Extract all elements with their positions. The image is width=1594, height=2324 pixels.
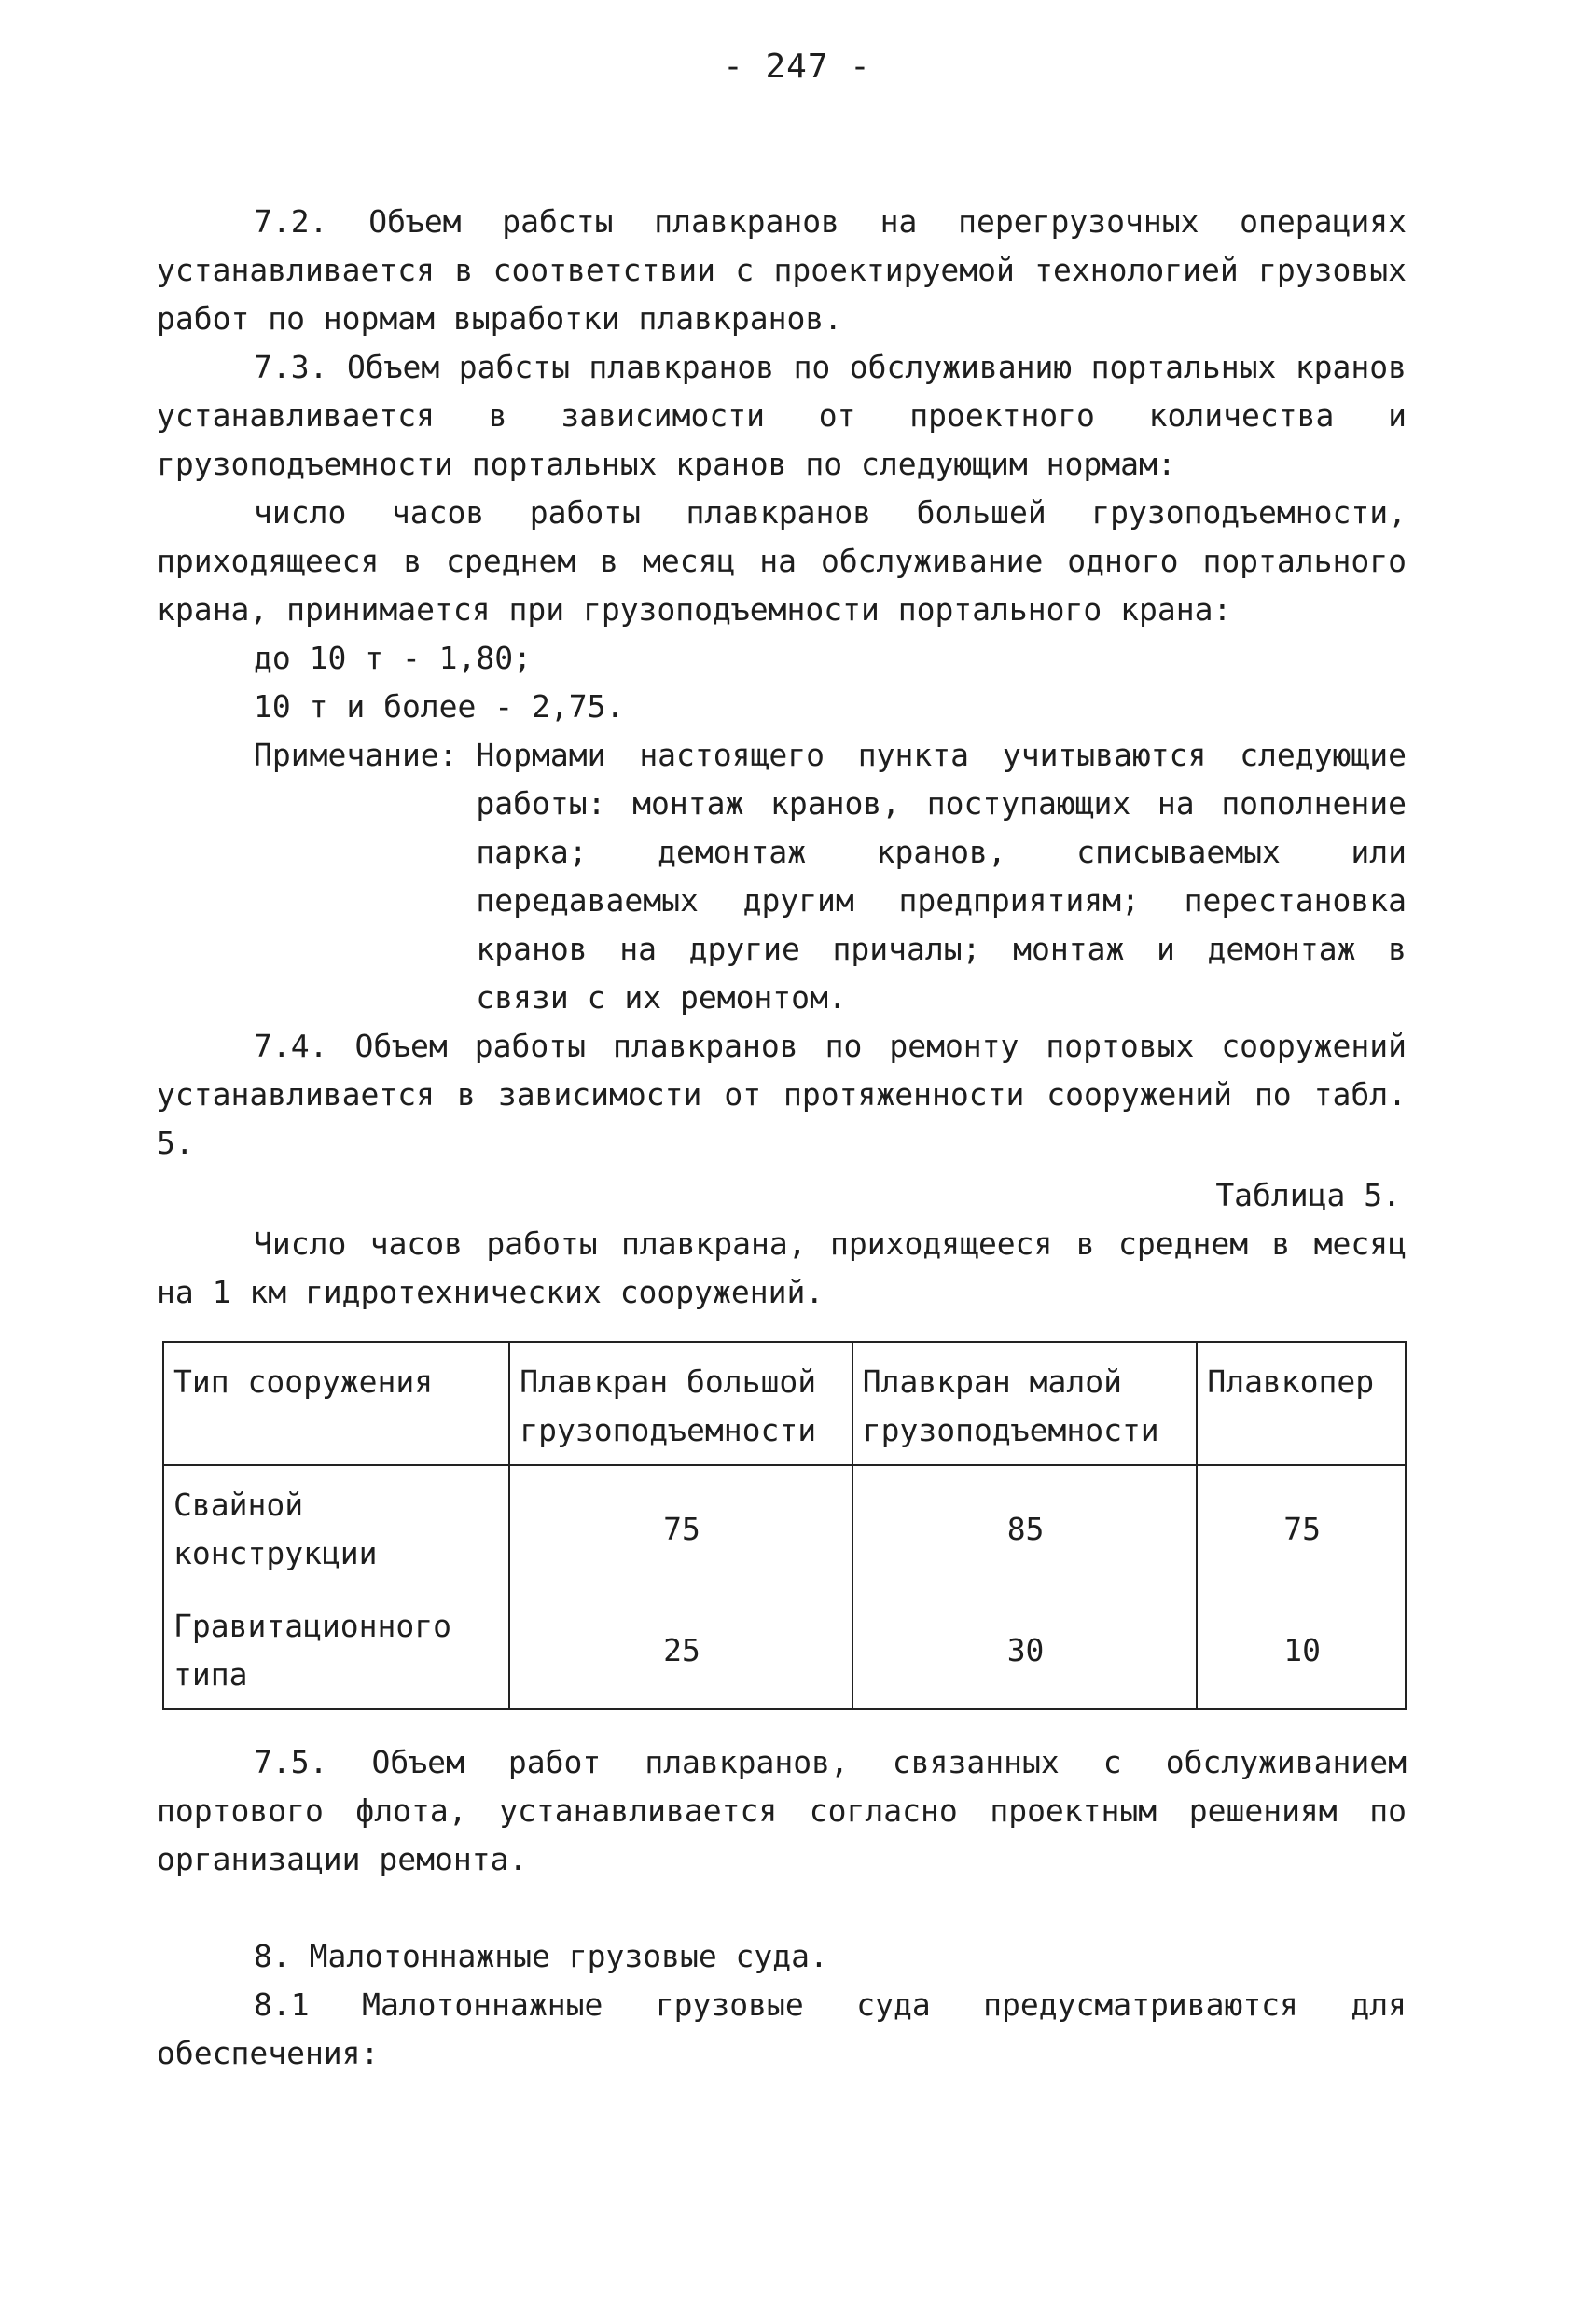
table-header-row [163, 1342, 1406, 1465]
cell-structure-type: Свайной конструкции [163, 1465, 509, 1587]
note-block [157, 731, 1407, 1022]
page-number: - 247 - [723, 48, 871, 86]
norm-item-2: 10 т и более - 2,75. [254, 688, 625, 725]
cell-large-crane: 75 [509, 1465, 852, 1587]
paragraph-8-1: 8.1 Малотоннажные грузовые суда предусматриваются для обеспечения: [157, 1986, 1407, 2071]
paragraph-7-4: 7.4. Объем работы плавкранов по ремонту портовых сооружений устанавливается в зависимости от протяженности сооружений по табл. 5. [157, 1028, 1407, 1161]
table-caption: Таблица 5. [1215, 1177, 1401, 1213]
section-8-heading: 8. Малотоннажные грузовые суда. [254, 1938, 828, 1974]
paragraph-7-5: 7.5. Объем работ плавкранов, связанных с обслуживанием портового флота, устанавливается согласно проектным решениям по организации ремонта. [157, 1744, 1407, 1877]
norm-item-1: до 10 т - 1,80; [254, 640, 533, 676]
structures-table [162, 1341, 1407, 1710]
paragraph-7-3: 7.3. Объем рабсты плавкранов по обслуживанию портальных кранов устанавливается в зависимости от проектного количества и грузоподъемности портальных кранов по следующим нормам: [157, 349, 1407, 482]
cell-small-crane: 85 [852, 1465, 1198, 1587]
paragraph-hours-norm: число часов работы плавкранов большей грузоподъемности, приходящееся в среднем в месяц на обслуживание одного портального крана, принимается при грузоподъемности портального крана: [157, 494, 1407, 628]
cell-large-crane: 25 [509, 1587, 852, 1709]
header-pile-driver: Плавкопер [1197, 1342, 1406, 1465]
cell-small-crane: 30 [852, 1587, 1198, 1709]
cell-structure-type: Гравитационного типа [163, 1587, 509, 1709]
table-row [163, 1465, 1406, 1587]
header-large-crane: Плавкран большой грузоподъемности [509, 1342, 852, 1465]
header-structure-type: Тип сооружения [163, 1342, 509, 1465]
table-title: Число часов работы плавкрана, приходящееся в среднем в месяц на 1 км гидротехнических сооружений. [157, 1225, 1407, 1310]
header-small-crane: Плавкран малой грузоподъемности [852, 1342, 1198, 1465]
table-row [163, 1587, 1406, 1709]
cell-pile-driver: 10 [1197, 1587, 1406, 1709]
section-spacer [157, 1884, 1407, 1932]
paragraph-7-2: 7.2. Объем рабсты плавкранов на перегрузочных операциях устанавливается в соответствии с проектируемой технологией грузовых работ по нормам выработки плавкранов. [157, 203, 1407, 337]
note-text: Нормами настоящего пункта учитываются следующие работы: монтаж кранов, поступающих на пополнение парка; демонтаж кранов, списываемых или передаваемых другим предприятиям; перестановка кранов на другие причалы; монтаж и демонтаж в связи с их ремонтом. [476, 737, 1407, 1016]
document-body [157, 198, 1407, 2078]
cell-pile-driver: 75 [1197, 1465, 1406, 1587]
note-label: Примечание: [254, 737, 477, 773]
